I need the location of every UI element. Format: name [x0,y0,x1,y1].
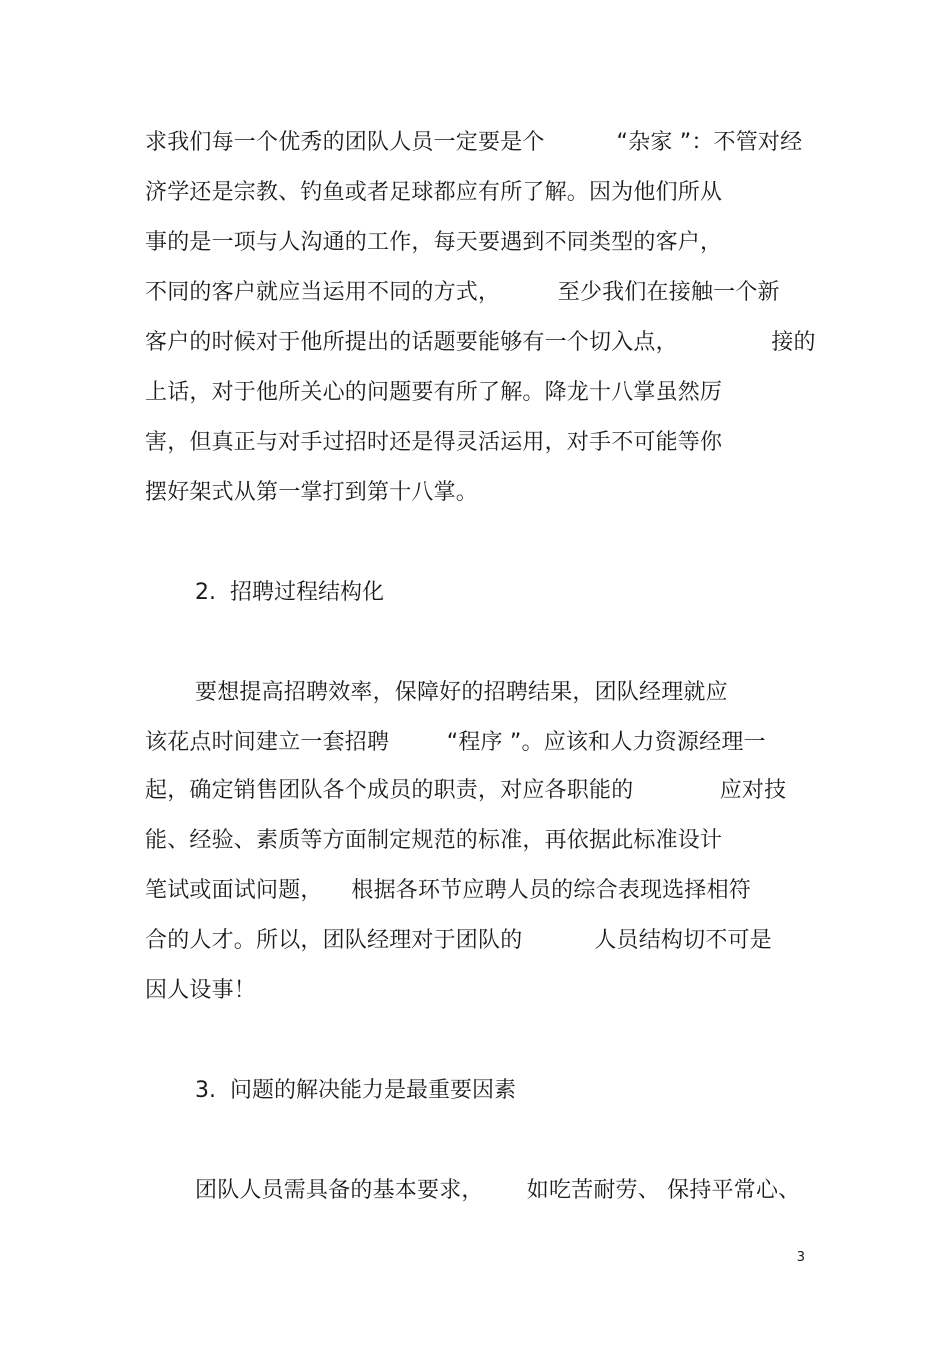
paragraph-line: 不同的客户就应当运用不同的方式， 至少我们在接触一个新 [145,280,780,305]
paragraph-line: 起，确定销售团队各个成员的职责，对应各职能的 应对技 [145,778,787,803]
paragraph-line: 摆好架式从第一掌打到第十八掌。 [145,480,479,505]
paragraph-line: 因人设事！ [145,978,257,1003]
paragraph-line: 该花点时间建立一套招聘 “程序 ”。应该和人力资源经理一 [145,730,766,755]
paragraph-line: 要想提高招聘效率，保障好的招聘结果，团队经理就应 [195,680,728,705]
paragraph-line: 能、经验、素质等方面制定规范的标准，再依据此标准设计 [145,828,723,853]
paragraph-line: 笔试或面试问题， 根据各环节应聘人员的综合表现选择相符 [145,878,751,903]
paragraph-line: 害，但真正与对手过招时还是得灵活运用，对手不可能等你 [145,430,723,455]
paragraph-line: 合的人才。所以，团队经理对于团队的 人员结构切不可是 [145,928,772,953]
paragraph-line: 求我们每一个优秀的团队人员一定要是个 “杂家 ”：不管对经 [145,130,803,155]
paragraph-line: 上话，对于他所关心的问题要有所了解。降龙十八掌虽然厉 [145,380,723,405]
paragraph-line: 济学还是宗教、钓鱼或者足球都应有所了解。因为他们所从 [145,180,723,205]
page-number: 3 [796,1250,805,1265]
paragraph-line: 事的是一项与人沟通的工作，每天要遇到不同类型的客户， [145,230,723,255]
section-2-heading: 2. 招聘过程结构化 [195,580,384,605]
paragraph-line: 团队人员需具备的基本要求， 如吃苦耐劳、 保持平常心、 [195,1178,801,1203]
section-3-heading: 3. 问题的解决能力是最重要因素 [195,1078,516,1103]
paragraph-line: 客户的时候对于他所提出的话题要能够有一个切入点， 接的 [145,330,816,355]
